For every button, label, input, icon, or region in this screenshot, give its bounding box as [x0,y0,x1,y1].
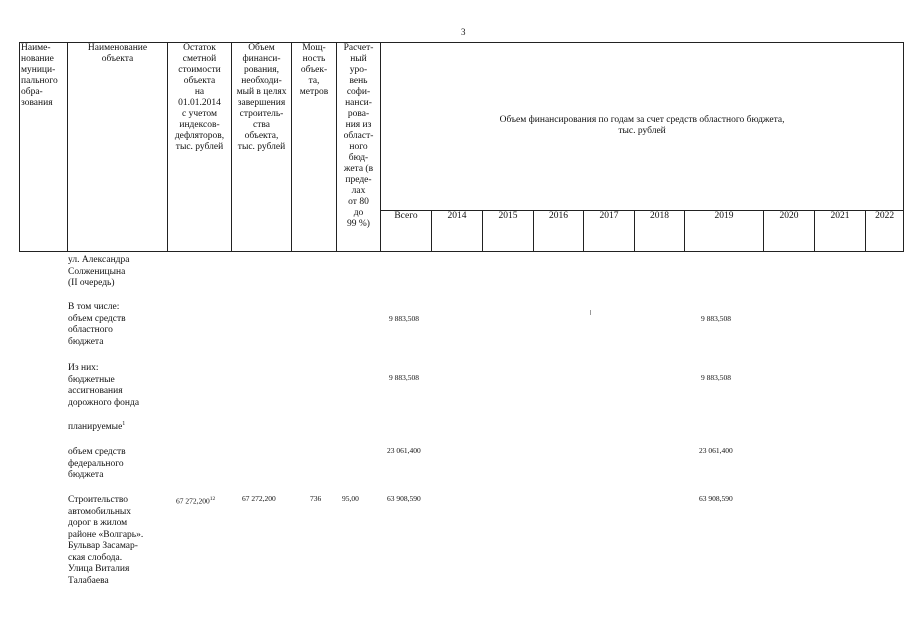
road-fund-label: Из них: бюджетные ассигнования дорожного фонда [68,363,140,408]
federal-budget-total: 23 061,400 [387,446,421,455]
header-volume: Объем финанси- рования, необходи- мый в целях завершения строитель- ства объекта, тыс. рублей [232,43,292,252]
construction-object-label: Строительство автомобильных дорог в жилом районе «Волгарь». Бульвар Засамар- ская слобода. Улица Виталия Талабаева [68,495,144,586]
header-cofinancing-level: Расчет- ный уро- вень софи- нанси- рова- ния из област- ного бюд- жета (в преде- лах от 80 до 99 %) [337,43,381,252]
regional-budget-label: В том числе: объем средств областного бюджета [68,302,126,347]
federal-budget-label: объем средств федерального бюджета [68,447,126,480]
header-balance: Остаток сметной стоимости объекта на 01.01.2014 с учетом индексов- дефляторов, тыс. рублей [168,43,232,252]
header-capacity: Мощ- ность объек- та, метров [292,43,337,252]
construction-total: 63 908,590 [387,494,421,503]
header-financing-by-year: Объем финансирования по годам за счет средств областного бюджета, тыс. рублей [381,43,904,211]
planned-footnote: 1 [122,421,126,427]
header-year-2016: 2016 [534,210,584,251]
construction-balance: 67 272,200$^{12}$ [176,496,216,506]
header-year-2015: 2015 [483,210,534,251]
header-year-2017: 2017 [584,210,635,251]
construction-volume: 67 272,200 [242,494,276,503]
construction-capacity: 736 [310,494,322,503]
construction-level: 95,00 [342,494,359,503]
planned-label: планируемые$^1$ [68,421,126,433]
construction-2019: 63 908,590 [699,494,733,503]
regional-budget-total: 9 883,508 [389,314,419,323]
construction-balance-footnote: 12 [209,496,216,502]
header-year-2018: 2018 [635,210,685,251]
page-number: 3 [461,27,466,37]
header-year-2022: 2022 [866,210,904,251]
federal-budget-2019: 23 061,400 [699,446,733,455]
header-total: Всего [381,210,432,251]
road-fund-2019: 9 883,508 [701,373,731,382]
header-year-2020: 2020 [764,210,815,251]
header-object-name: Наименование объекта [68,43,168,252]
header-year-2021: 2021 [815,210,866,251]
object-name-continuation: ул. Александра Солженицына (II очередь) [68,255,130,288]
header-municipality: Наиме- нование муници- пального обра- зования [20,43,68,252]
scan-mark [590,310,591,315]
road-fund-total: 9 883,508 [389,373,419,382]
regional-budget-2019: 9 883,508 [701,314,731,323]
header-year-2014: 2014 [432,210,483,251]
header-year-2019: 2019 [685,210,764,251]
financing-table-header [19,42,904,252]
